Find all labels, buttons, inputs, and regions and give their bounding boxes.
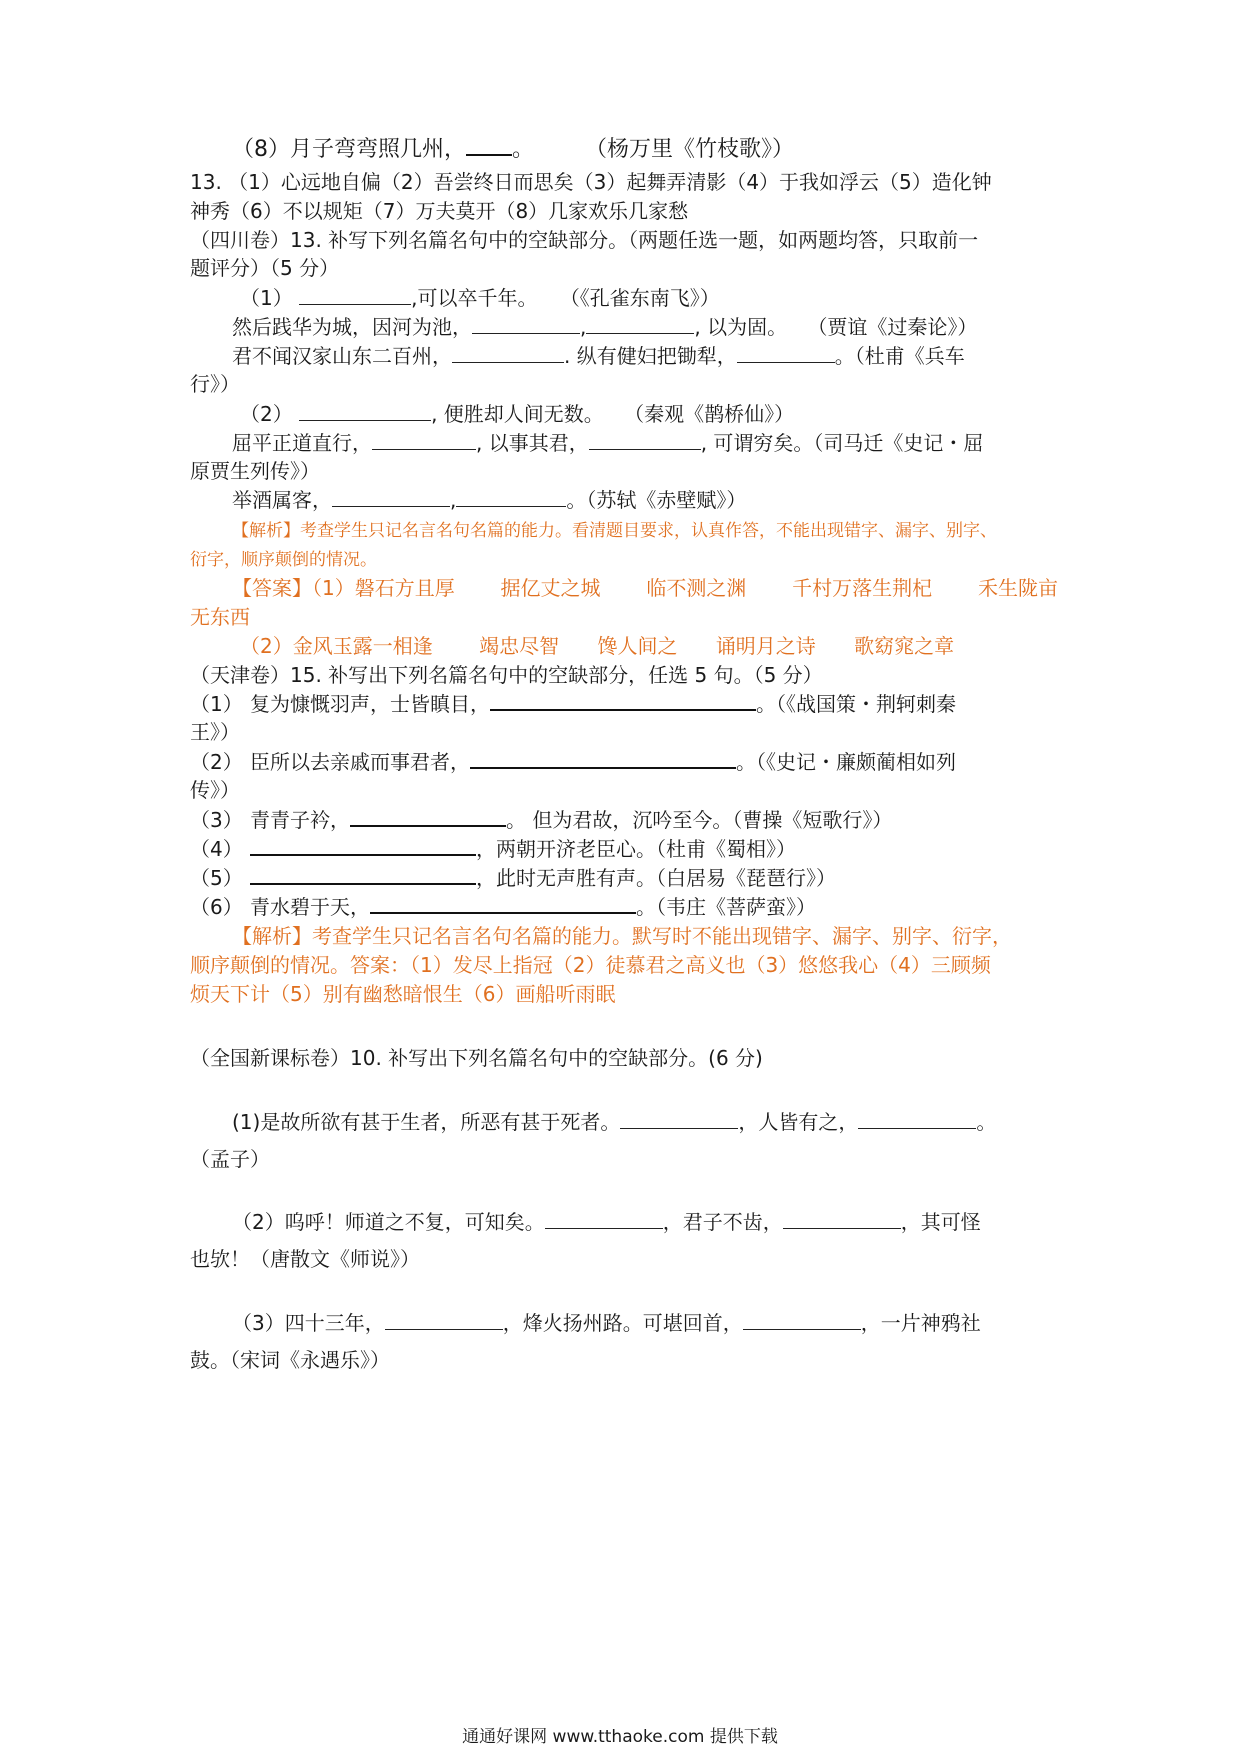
blank	[385, 1311, 503, 1330]
blank	[466, 136, 512, 156]
national-q2: （2）呜呼！师道之不复，可知矣。 ，君子不齿， ，其可怪	[232, 1210, 981, 1234]
blank	[737, 344, 835, 363]
sichuan-q2-b: 屈平正道直行， , 以事其君， , 可谓穷矣。（司马迁《史记・屈	[232, 431, 984, 455]
national-q1: (1)是故所欲有甚于生者，所恶有甚于死者。 ，人皆有之， 。	[232, 1110, 997, 1134]
tianjin-analysis-line1: 【解析】考查学生只记名言名句名篇的能力。默写时不能出现错字、漏字、别字、衍字，	[232, 924, 1012, 948]
blank	[299, 402, 431, 421]
blank	[858, 1110, 976, 1129]
answer-13-line1: 13. （1）心远地自偏（2）吾尝终日而思矣（3）起舞弄清影（4）于我如浮云（5）造化钟	[190, 170, 992, 194]
national-q1-cont: （孟子）	[190, 1147, 270, 1171]
tianjin-q6: （6） 青水碧于天， 。（韦庄《菩萨蛮》）	[190, 895, 816, 919]
sichuan-q2-c: 举酒属客， , 。（苏轼《赤壁赋》）	[232, 488, 747, 512]
tianjin-analysis-line2: 顺序颠倒的情况。答案：（1）发尽上指冠（2）徒慕君之高义也（3）悠悠我心（4）三顾频	[190, 953, 991, 977]
sichuan-q1-c: 君不闻汉家山东二百州， . 纵有健妇把锄犁， 。（杜甫《兵车	[232, 344, 965, 368]
national-question: （全国新课标卷）10. 补写出下列名篇名句中的空缺部分。(6 分)	[190, 1046, 763, 1070]
blank	[490, 691, 756, 711]
national-q3-cont: 鼓。（宋词《永遇乐》）	[190, 1348, 390, 1372]
tianjin-q3: （3） 青青子衿， 。 但为君故，沉吟至今。（曹操《短歌行》）	[190, 808, 893, 832]
blank	[350, 807, 506, 827]
blank	[589, 431, 701, 450]
tianjin-q1: （1） 复为慷慨羽声，士皆瞋目， 。（《战国策・荆轲刺秦	[190, 692, 956, 716]
blank	[545, 1210, 663, 1229]
blank	[783, 1210, 901, 1229]
tianjin-q4: （4） ，两朝开济老臣心。（杜甫《蜀相》）	[190, 837, 796, 861]
blank	[370, 894, 636, 914]
tianjin-analysis-line3: 烦天下计（5）别有幽愁暗恨生（6）画船听雨眠	[190, 982, 616, 1006]
sichuan-question-line2: 题评分）（5 分）	[190, 256, 340, 280]
sichuan-answer-line2: 无东西	[190, 605, 250, 629]
sichuan-q1-c-cont: 行》）	[190, 372, 240, 396]
blank	[250, 865, 476, 885]
blank	[332, 488, 450, 507]
tianjin-q1-cont: 王》）	[190, 720, 240, 744]
tianjin-q5: （5） ，此时无声胜有声。（白居易《琵琶行》）	[190, 866, 836, 890]
sichuan-answer-line1: 【答案】（1）磐石方且厚 据亿丈之城 临不测之渊 千村万落生荆杞 禾生陇亩	[232, 576, 1058, 600]
sichuan-q2-a: （2） , 便胜却人间无数。 （秦观《鹊桥仙》）	[240, 402, 795, 426]
blank	[299, 286, 411, 305]
tianjin-q2: （2） 臣所以去亲戚而事君者， 。（《史记・廉颇蔺相如列	[190, 750, 956, 774]
answer-13-line2: 神秀（6）不以规矩（7）万夫莫开（8）几家欢乐几家愁	[190, 199, 689, 223]
blank	[372, 431, 476, 450]
national-q2-cont: 也欤！（唐散文《师说》）	[190, 1247, 420, 1271]
tianjin-q2-cont: 传》）	[190, 778, 240, 802]
sichuan-analysis-line2: 衍字，顺序颠倒的情况。	[190, 550, 377, 570]
sichuan-q1-b: 然后践华为城，因河为池， , , 以为固。 （贾谊《过秦论》）	[232, 315, 978, 339]
blank	[620, 1110, 738, 1129]
footer-watermark: 通通好课网 www.tthaoke.com 提供下载	[462, 1727, 778, 1747]
line-8-moon: （8）月子弯弯照几州， 。 （杨万里《竹枝歌》）	[232, 137, 795, 162]
sichuan-answer-line3: （2）金风玉露一相逢 竭忠尽智 馋人间之 诵明月之诗 歌窈窕之章	[240, 634, 955, 658]
sichuan-q2-b-cont: 原贾生列传》）	[190, 459, 320, 483]
sichuan-question-line1: （四川卷）13. 补写下列名篇名句中的空缺部分。（两题任选一题，如两题均答，只取前一	[190, 228, 979, 252]
blank	[452, 344, 564, 363]
blank	[470, 749, 736, 769]
sichuan-q1-a: （1） ,可以卒千年。 （《孔雀东南飞》）	[240, 286, 720, 310]
tianjin-question: （天津卷）15. 补写出下列名篇名句中的空缺部分，任选 5 句。（5 分）	[190, 663, 823, 687]
blank	[456, 488, 566, 507]
blank	[586, 315, 694, 334]
blank	[250, 836, 476, 856]
sichuan-analysis-line1: 【解析】考查学生只记名言名句名篇的能力。看清题目要求，认真作答，不能出现错字、漏字、别字、	[232, 521, 997, 541]
blank	[472, 315, 580, 334]
blank	[743, 1311, 861, 1330]
national-q3: （3）四十三年， ，烽火扬州路。可堪回首， ，一片神鸦社	[232, 1311, 981, 1335]
